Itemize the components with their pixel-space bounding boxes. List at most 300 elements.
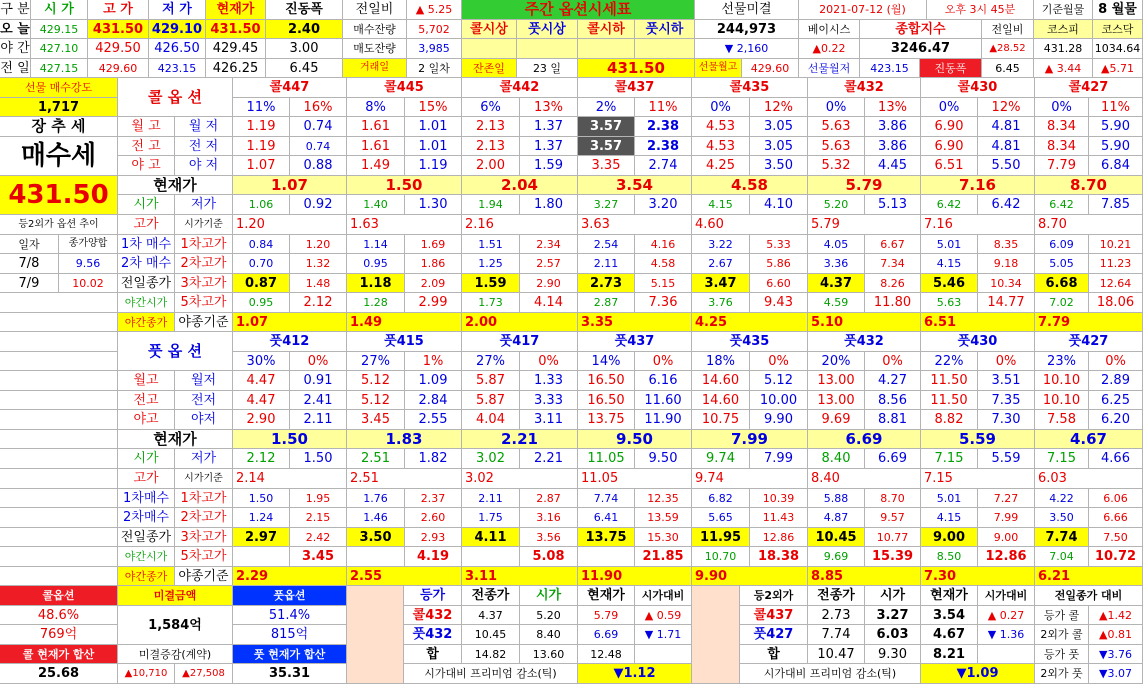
cell-r7-c3: 1.19 bbox=[233, 137, 290, 156]
cell-r30-c15: 전일종가 대비 bbox=[1035, 586, 1143, 606]
cell-r14-c12: 3.47 bbox=[692, 274, 750, 293]
cell-r0-c11: 오후 3시 45분 bbox=[927, 0, 1034, 20]
cell-r28-c16: 12.86 bbox=[978, 547, 1035, 567]
cell-r21-c18: 6.20 bbox=[1089, 410, 1143, 430]
cell-r14-c9: 2.90 bbox=[520, 274, 578, 293]
cell-r12-c5: 1.20 bbox=[290, 235, 347, 254]
cell-r28-c17: 7.04 bbox=[1035, 547, 1089, 567]
cell-r18-c13: 22% bbox=[921, 352, 978, 371]
cell-r1-c6: 매수잔량 bbox=[343, 20, 407, 39]
cell-r19-c8: 1.33 bbox=[520, 371, 578, 391]
cell-r20-c7: 5.87 bbox=[462, 391, 520, 410]
cell-r34-c0: 25.68 bbox=[0, 664, 118, 684]
cell-r2-c14: 3246.47 bbox=[860, 39, 982, 59]
cell-r3-c10: 431.50 bbox=[578, 59, 695, 78]
cell-r25-c12: 10.39 bbox=[750, 489, 808, 508]
cell-r31-c11: 3.54 bbox=[921, 606, 978, 625]
cell-r28-c15: 8.50 bbox=[921, 547, 978, 567]
cell-r34-c5: ▼1.12 bbox=[578, 664, 692, 684]
cell-r7-c7: 2.13 bbox=[462, 137, 520, 156]
cell-r6-c0: 장 추 세 bbox=[0, 117, 118, 137]
cell-r5-c8: 11% bbox=[635, 98, 692, 117]
cell-r28-c10: 21.85 bbox=[635, 547, 692, 567]
cell-r33-c13: 등가 풋 bbox=[1035, 645, 1089, 664]
cell-r25-c7: 2.11 bbox=[462, 489, 520, 508]
cell-r28-c0 bbox=[0, 547, 118, 567]
cell-r3-c5: 6.45 bbox=[266, 59, 343, 78]
cell-r16-c2: 야종기준 bbox=[175, 313, 233, 332]
cell-r6-c1: 월 고 bbox=[118, 117, 175, 137]
cell-r9-c6: 4.58 bbox=[692, 176, 808, 195]
cell-r1-c7: 5,702 bbox=[407, 20, 462, 39]
cell-r7-c18: 5.90 bbox=[1089, 137, 1143, 156]
cell-r5-c6: 13% bbox=[520, 98, 578, 117]
cell-r21-c17: 7.58 bbox=[1035, 410, 1089, 430]
cell-r14-c1: 10.02 bbox=[59, 274, 118, 293]
cell-r6-c17: 8.34 bbox=[1035, 117, 1089, 137]
cell-r13-c2: 2차 매수 bbox=[118, 254, 175, 274]
cell-r4-c0: 선물 매수강도 bbox=[0, 78, 118, 98]
cell-r21-c13: 9.69 bbox=[808, 410, 865, 430]
cell-r2-c0: 야 간 bbox=[0, 39, 31, 59]
cell-r33-c7 bbox=[635, 645, 692, 664]
cell-r27-c10: 15.30 bbox=[635, 528, 692, 547]
cell-r18-c5: 27% bbox=[462, 352, 520, 371]
cell-r11-c10: 8.70 bbox=[1035, 215, 1143, 235]
cell-r19-c18: 2.89 bbox=[1089, 371, 1143, 391]
cell-r14-c18: 6.68 bbox=[1035, 274, 1089, 293]
cell-r8-c0: 야 고 bbox=[118, 156, 175, 176]
cell-r20-c1: 전고 bbox=[118, 391, 175, 410]
cell-r23-c11: 9.74 bbox=[692, 449, 750, 469]
cell-r12-c3: 1차고가 bbox=[175, 235, 233, 254]
cell-r10-c0: 시가 bbox=[118, 195, 175, 215]
cell-r34-c8: 2외가 풋 bbox=[1035, 664, 1089, 684]
cell-r27-c9: 13.75 bbox=[578, 528, 635, 547]
cell-r27-c0 bbox=[0, 528, 118, 547]
cell-r17-c4: 풋417 bbox=[462, 332, 578, 352]
cell-r12-c9: 2.34 bbox=[520, 235, 578, 254]
cell-r14-c15: 8.26 bbox=[865, 274, 921, 293]
cell-r5-c11: 0% bbox=[808, 98, 865, 117]
cell-r10-c7: 1.80 bbox=[520, 195, 578, 215]
cell-r16-c3: 1.07 bbox=[233, 313, 347, 332]
cell-r6-c14: 3.86 bbox=[865, 117, 921, 137]
cell-r28-c12: 18.38 bbox=[750, 547, 808, 567]
cell-r1-c12: 244,973 bbox=[695, 20, 799, 39]
cell-r25-c16: 7.27 bbox=[978, 489, 1035, 508]
cell-r1-c17: 코스닥 bbox=[1093, 20, 1143, 39]
cell-r9-c4: 2.04 bbox=[462, 176, 578, 195]
cell-r10-c4: 1.40 bbox=[347, 195, 405, 215]
cell-r30-c1: 미결금액 bbox=[118, 586, 233, 606]
cell-r30-c11: 전종가 bbox=[808, 586, 865, 606]
cell-r13-c8: 1.25 bbox=[462, 254, 520, 274]
cell-r20-c6: 2.84 bbox=[405, 391, 462, 410]
cell-r3-c14: 423.15 bbox=[860, 59, 920, 78]
cell-r3-c7: 2 일차 bbox=[407, 59, 462, 78]
cell-r1-c0: 오 늘 bbox=[0, 20, 31, 39]
cell-r10-c8: 3.27 bbox=[578, 195, 635, 215]
cell-r18-c15: 23% bbox=[1035, 352, 1089, 371]
cell-r18-c1: 30% bbox=[233, 352, 290, 371]
cell-r7-c9: 3.57 bbox=[578, 137, 635, 156]
cell-r9-c5: 3.54 bbox=[578, 176, 692, 195]
cell-r1-c1: 429.15 bbox=[31, 20, 88, 39]
cell-r26-c12: 11.43 bbox=[750, 508, 808, 528]
cell-r28-c5 bbox=[347, 547, 405, 567]
cell-r3-c9: 23 일 bbox=[517, 59, 578, 78]
cell-r7-c15: 6.90 bbox=[921, 137, 978, 156]
cell-r11-c9: 7.16 bbox=[921, 215, 1035, 235]
cell-r5-c13: 0% bbox=[921, 98, 978, 117]
cell-r20-c14: 8.56 bbox=[865, 391, 921, 410]
cell-r28-c8: 5.08 bbox=[520, 547, 578, 567]
cell-r27-c6: 2.93 bbox=[405, 528, 462, 547]
cell-r9-c9: 8.70 bbox=[1035, 176, 1143, 195]
cell-r1-c11: 풋시하 bbox=[635, 20, 695, 39]
cell-r26-c10: 13.59 bbox=[635, 508, 692, 528]
cell-r28-c3 bbox=[233, 547, 290, 567]
cell-r27-c17: 7.74 bbox=[1035, 528, 1089, 547]
cell-r17-c8: 풋430 bbox=[921, 332, 1035, 352]
cell-r14-c6: 1.18 bbox=[347, 274, 405, 293]
cell-r23-c4: 1.50 bbox=[290, 449, 347, 469]
cell-r10-c12: 5.20 bbox=[808, 195, 865, 215]
cell-r30-c10: 등2외가 bbox=[740, 586, 808, 606]
cell-r16-c6: 3.35 bbox=[578, 313, 692, 332]
cell-r27-c3: 2.97 bbox=[233, 528, 290, 547]
cell-r19-c9: 16.50 bbox=[578, 371, 635, 391]
cell-r13-c19: 11.23 bbox=[1089, 254, 1143, 274]
cell-r1-c3: 429.10 bbox=[149, 20, 206, 39]
cell-r25-c5: 1.76 bbox=[347, 489, 405, 508]
cell-r20-c15: 11.50 bbox=[921, 391, 978, 410]
cell-r7-c10: 2.38 bbox=[635, 137, 692, 156]
cell-r31-c13: 등가 콜 bbox=[1035, 606, 1089, 625]
cell-r8-c3: 0.88 bbox=[290, 156, 347, 176]
cell-r2-c9 bbox=[517, 39, 578, 59]
cell-r14-c2: 전일종가 bbox=[118, 274, 175, 293]
cell-r15-c9: 2.87 bbox=[578, 293, 635, 313]
cell-r31-c7: ▲ 0.59 bbox=[635, 606, 692, 625]
cell-r15-c14: 11.80 bbox=[865, 293, 921, 313]
cell-r24-c3: 2.14 bbox=[233, 469, 347, 489]
cell-r7-c4: 0.74 bbox=[290, 137, 347, 156]
cell-r10-c5: 1.30 bbox=[405, 195, 462, 215]
cell-r1-c4: 431.50 bbox=[206, 20, 266, 39]
cell-r24-c6: 11.05 bbox=[578, 469, 692, 489]
cell-r15-c10: 7.36 bbox=[635, 293, 692, 313]
cell-r31-c8: 콜437 bbox=[740, 606, 808, 625]
cell-r21-c10: 11.90 bbox=[635, 410, 692, 430]
cell-r22-c8: 5.59 bbox=[921, 430, 1035, 449]
cell-r8-c14: 6.51 bbox=[921, 156, 978, 176]
cell-r13-c17: 9.18 bbox=[978, 254, 1035, 274]
cell-r8-c12: 5.32 bbox=[808, 156, 865, 176]
cell-r28-c2: 5차고가 bbox=[175, 547, 233, 567]
cell-r24-c9: 7.15 bbox=[921, 469, 1035, 489]
cell-r22-c7: 6.69 bbox=[808, 430, 921, 449]
cell-r8-c16: 7.79 bbox=[1035, 156, 1089, 176]
cell-r7-c0: 매수세 bbox=[0, 137, 118, 176]
cell-r27-c15: 9.00 bbox=[921, 528, 978, 547]
cell-r34-c6: 시가대비 프리미엄 감소(틱) bbox=[740, 664, 921, 684]
cell-r16-c10: 7.79 bbox=[1035, 313, 1143, 332]
cell-r15-c18: 18.06 bbox=[1089, 293, 1143, 313]
cell-r26-c14: 9.57 bbox=[865, 508, 921, 528]
cell-r30-c9 bbox=[692, 586, 740, 684]
cell-r11-c0: 등2외가 옵션 추이 bbox=[0, 215, 118, 235]
cell-r29-c4: 2.55 bbox=[347, 567, 462, 586]
cell-r31-c9: 2.73 bbox=[808, 606, 865, 625]
cell-r21-c14: 8.81 bbox=[865, 410, 921, 430]
cell-r14-c17: 10.34 bbox=[978, 274, 1035, 293]
cell-r19-c17: 10.10 bbox=[1035, 371, 1089, 391]
cell-r26-c9: 6.41 bbox=[578, 508, 635, 528]
cell-r33-c3: 합 bbox=[404, 645, 462, 664]
cell-r29-c9: 7.30 bbox=[921, 567, 1035, 586]
cell-r21-c5: 3.45 bbox=[347, 410, 405, 430]
cell-r12-c8: 1.51 bbox=[462, 235, 520, 254]
cell-r26-c3: 1.24 bbox=[233, 508, 290, 528]
cell-r19-c7: 5.87 bbox=[462, 371, 520, 391]
cell-r26-c7: 1.75 bbox=[462, 508, 520, 528]
cell-r18-c2: 0% bbox=[290, 352, 347, 371]
cell-r2-c1: 427.10 bbox=[31, 39, 88, 59]
cell-r17-c5: 풋437 bbox=[578, 332, 692, 352]
cell-r18-c14: 0% bbox=[978, 352, 1035, 371]
cell-r11-c4: 1.63 bbox=[347, 215, 462, 235]
cell-r32-c11: ▼ 1.36 bbox=[978, 625, 1035, 645]
cell-r10-c1: 저가 bbox=[175, 195, 233, 215]
cell-r5-c0: 1,717 bbox=[0, 98, 118, 117]
cell-r27-c14: 10.77 bbox=[865, 528, 921, 547]
cell-r10-c10: 4.15 bbox=[692, 195, 750, 215]
cell-r3-c16: 6.45 bbox=[982, 59, 1034, 78]
cell-r24-c8: 8.40 bbox=[808, 469, 921, 489]
cell-r0-c10: 2021-07-12 (월) bbox=[799, 0, 927, 20]
cell-r15-c12: 9.43 bbox=[750, 293, 808, 313]
cell-r7-c2: 전 저 bbox=[175, 137, 233, 156]
cell-r16-c5: 2.00 bbox=[462, 313, 578, 332]
cell-r18-c6: 0% bbox=[520, 352, 578, 371]
cell-r4-c2: 콜447 bbox=[233, 78, 347, 98]
cell-r13-c6: 0.95 bbox=[347, 254, 405, 274]
cell-r4-c8: 콜430 bbox=[921, 78, 1035, 98]
cell-r3-c15: 진동폭 bbox=[920, 59, 982, 78]
cell-r26-c8: 3.16 bbox=[520, 508, 578, 528]
cell-r3-c3: 423.15 bbox=[149, 59, 206, 78]
cell-r23-c15: 7.15 bbox=[921, 449, 978, 469]
cell-r1-c2: 431.50 bbox=[88, 20, 149, 39]
cell-r14-c10: 2.73 bbox=[578, 274, 635, 293]
cell-r2-c16: 431.28 bbox=[1034, 39, 1093, 59]
cell-r3-c11: 선물월고 bbox=[695, 59, 742, 78]
cell-r25-c13: 5.88 bbox=[808, 489, 865, 508]
cell-r27-c13: 10.45 bbox=[808, 528, 865, 547]
cell-r26-c2: 2차고가 bbox=[175, 508, 233, 528]
cell-r4-c6: 콜435 bbox=[692, 78, 808, 98]
cell-r33-c9: 10.47 bbox=[808, 645, 865, 664]
cell-r10-c17: 7.85 bbox=[1089, 195, 1143, 215]
cell-r12-c15: 6.67 bbox=[865, 235, 921, 254]
cell-r1-c9: 풋시상 bbox=[517, 20, 578, 39]
cell-r29-c7: 9.90 bbox=[692, 567, 808, 586]
cell-r7-c12: 3.05 bbox=[750, 137, 808, 156]
cell-r3-c6: 거래일 bbox=[343, 59, 407, 78]
cell-r21-c1: 야고 bbox=[118, 410, 175, 430]
cell-r20-c0 bbox=[0, 391, 118, 410]
cell-r15-c11: 3.76 bbox=[692, 293, 750, 313]
cell-r11-c8: 5.79 bbox=[808, 215, 921, 235]
cell-r12-c4: 0.84 bbox=[233, 235, 290, 254]
cell-r19-c16: 3.51 bbox=[978, 371, 1035, 391]
cell-r27-c18: 7.50 bbox=[1089, 528, 1143, 547]
cell-r21-c9: 13.75 bbox=[578, 410, 635, 430]
cell-r21-c12: 9.90 bbox=[750, 410, 808, 430]
cell-r25-c2: 1차고가 bbox=[175, 489, 233, 508]
cell-r24-c10: 6.03 bbox=[1035, 469, 1143, 489]
cell-r10-c3: 0.92 bbox=[290, 195, 347, 215]
cell-r19-c10: 6.16 bbox=[635, 371, 692, 391]
cell-r26-c16: 7.99 bbox=[978, 508, 1035, 528]
cell-r10-c2: 1.06 bbox=[233, 195, 290, 215]
cell-r26-c6: 2.60 bbox=[405, 508, 462, 528]
cell-r9-c3: 1.50 bbox=[347, 176, 462, 195]
cell-r27-c7: 4.11 bbox=[462, 528, 520, 547]
cell-r32-c10: 4.67 bbox=[921, 625, 978, 645]
cell-r15-c6: 2.99 bbox=[405, 293, 462, 313]
cell-r14-c8: 1.59 bbox=[462, 274, 520, 293]
cell-r25-c8: 2.87 bbox=[520, 489, 578, 508]
cell-r31-c10: 3.27 bbox=[865, 606, 921, 625]
cell-r32-c4: 8.40 bbox=[520, 625, 578, 645]
cell-r6-c13: 5.63 bbox=[808, 117, 865, 137]
cell-r6-c8: 1.37 bbox=[520, 117, 578, 137]
cell-r17-c3: 풋415 bbox=[347, 332, 462, 352]
cell-r28-c7 bbox=[462, 547, 520, 567]
cell-r23-c2: 저가 bbox=[175, 449, 233, 469]
cell-r27-c16: 9.00 bbox=[978, 528, 1035, 547]
cell-r19-c13: 13.00 bbox=[808, 371, 865, 391]
cell-r14-c3: 3차고가 bbox=[175, 274, 233, 293]
cell-r17-c9: 풋427 bbox=[1035, 332, 1143, 352]
cell-r16-c0 bbox=[0, 313, 118, 332]
cell-r34-c4: 시가대비 프리미엄 감소(틱) bbox=[404, 664, 578, 684]
cell-r30-c13: 현재가 bbox=[921, 586, 978, 606]
cell-r4-c9: 콜427 bbox=[1035, 78, 1143, 98]
cell-r22-c6: 7.99 bbox=[692, 430, 808, 449]
cell-r28-c18: 10.72 bbox=[1089, 547, 1143, 567]
cell-r23-c14: 6.69 bbox=[865, 449, 921, 469]
cell-r16-c7: 4.25 bbox=[692, 313, 808, 332]
cell-r32-c9: 6.03 bbox=[865, 625, 921, 645]
cell-r8-c11: 3.50 bbox=[750, 156, 808, 176]
cell-r22-c2: 1.50 bbox=[233, 430, 347, 449]
cell-r25-c9: 7.74 bbox=[578, 489, 635, 508]
cell-r10-c13: 5.13 bbox=[865, 195, 921, 215]
cell-r2-c11 bbox=[635, 39, 695, 59]
cell-r30-c0: 콜옵션 bbox=[0, 586, 118, 606]
cell-r12-c11: 4.16 bbox=[635, 235, 692, 254]
cell-r22-c0 bbox=[0, 430, 118, 449]
cell-r4-c7: 콜432 bbox=[808, 78, 921, 98]
cell-r26-c4: 2.15 bbox=[290, 508, 347, 528]
cell-r33-c12 bbox=[978, 645, 1035, 664]
cell-r19-c2: 월저 bbox=[175, 371, 233, 391]
cell-r15-c0 bbox=[0, 293, 118, 313]
cell-r27-c1: 전일종가 bbox=[118, 528, 175, 547]
cell-r25-c6: 2.37 bbox=[405, 489, 462, 508]
cell-r8-c7: 1.59 bbox=[520, 156, 578, 176]
cell-r12-c18: 6.09 bbox=[1035, 235, 1089, 254]
cell-r13-c4: 0.70 bbox=[233, 254, 290, 274]
cell-r2-c10 bbox=[578, 39, 635, 59]
cell-r16-c1: 야간종가 bbox=[118, 313, 175, 332]
cell-r1-c8: 콜시상 bbox=[462, 20, 517, 39]
cell-r7-c16: 4.81 bbox=[978, 137, 1035, 156]
cell-r1-c15: 전일비 bbox=[982, 20, 1034, 39]
cell-r15-c4: 2.12 bbox=[290, 293, 347, 313]
cell-r29-c5: 3.11 bbox=[462, 567, 578, 586]
cell-r25-c14: 8.70 bbox=[865, 489, 921, 508]
cell-r2-c5: 3.00 bbox=[266, 39, 343, 59]
cell-r8-c13: 4.45 bbox=[865, 156, 921, 176]
cell-r34-c7: ▼1.09 bbox=[921, 664, 1035, 684]
cell-r14-c11: 5.15 bbox=[635, 274, 692, 293]
cell-r7-c6: 1.01 bbox=[405, 137, 462, 156]
cell-r29-c2: 야종기준 bbox=[175, 567, 233, 586]
cell-r30-c14: 시가대비 bbox=[978, 586, 1035, 606]
cell-r19-c6: 1.09 bbox=[405, 371, 462, 391]
cell-r15-c13: 4.59 bbox=[808, 293, 865, 313]
cell-r20-c17: 10.10 bbox=[1035, 391, 1089, 410]
cell-r0-c8: 주간 옵션시세표 bbox=[462, 0, 695, 20]
cell-r8-c15: 5.50 bbox=[978, 156, 1035, 176]
cell-r26-c0 bbox=[0, 508, 118, 528]
cell-r24-c4: 2.51 bbox=[347, 469, 462, 489]
cell-r22-c3: 1.83 bbox=[347, 430, 462, 449]
cell-r23-c3: 2.12 bbox=[233, 449, 290, 469]
cell-r30-c3 bbox=[347, 586, 404, 684]
cell-r21-c0 bbox=[0, 410, 118, 430]
cell-r23-c1: 시가 bbox=[118, 449, 175, 469]
cell-r23-c7: 3.02 bbox=[462, 449, 520, 469]
cell-r19-c1: 월고 bbox=[118, 371, 175, 391]
cell-r18-c8: 0% bbox=[635, 352, 692, 371]
cell-r26-c13: 4.87 bbox=[808, 508, 865, 528]
cell-r32-c1: 815억 bbox=[233, 625, 347, 645]
cell-r16-c8: 5.10 bbox=[808, 313, 921, 332]
cell-r26-c18: 6.66 bbox=[1089, 508, 1143, 528]
cell-r10-c9: 3.20 bbox=[635, 195, 692, 215]
cell-r33-c10: 9.30 bbox=[865, 645, 921, 664]
cell-r19-c0 bbox=[0, 371, 118, 391]
cell-r30-c5: 전종가 bbox=[462, 586, 520, 606]
cell-r2-c7: 3,985 bbox=[407, 39, 462, 59]
cell-r34-c3: 35.31 bbox=[233, 664, 347, 684]
cell-r28-c6: 4.19 bbox=[405, 547, 462, 567]
cell-r23-c10: 9.50 bbox=[635, 449, 692, 469]
cell-r32-c0: 769억 bbox=[0, 625, 118, 645]
cell-r10-c15: 6.42 bbox=[978, 195, 1035, 215]
cell-r21-c11: 10.75 bbox=[692, 410, 750, 430]
cell-r11-c6: 3.63 bbox=[578, 215, 692, 235]
cell-r0-c13: 8 월물 bbox=[1093, 0, 1143, 20]
cell-r19-c11: 14.60 bbox=[692, 371, 750, 391]
cell-r21-c3: 2.90 bbox=[233, 410, 290, 430]
